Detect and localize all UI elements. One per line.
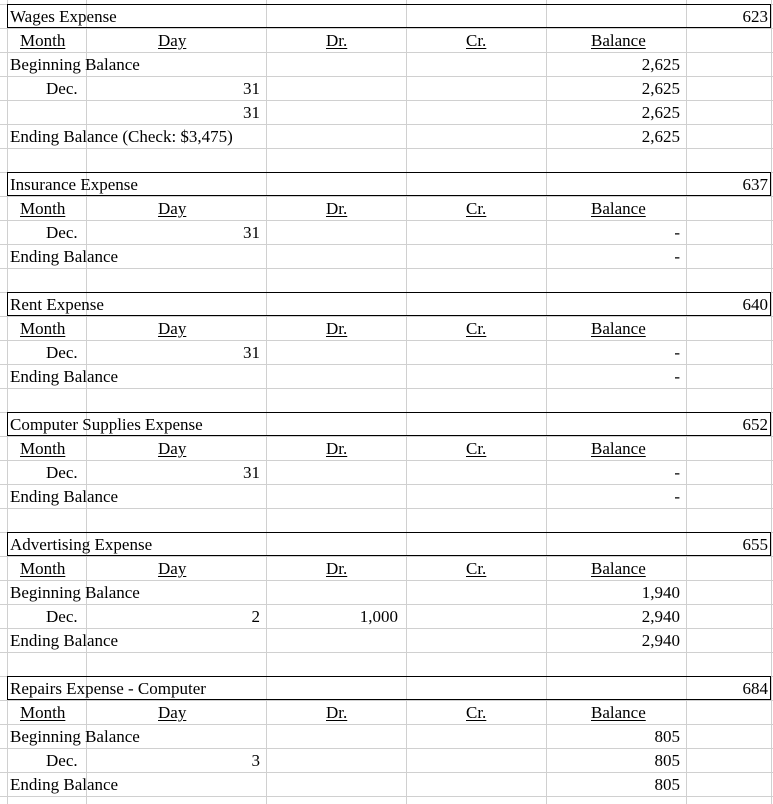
debit-cell: 1,000	[359, 607, 398, 626]
day-cell: 31	[243, 103, 260, 122]
column-header-dr: Dr.	[326, 559, 348, 578]
row-label: Ending Balance	[10, 367, 119, 386]
month-cell: Dec.	[46, 463, 78, 482]
grid-row-line	[0, 508, 773, 509]
row-label: Beginning Balance	[10, 727, 140, 746]
month-cell: Dec.	[46, 607, 78, 626]
day-cell: 31	[243, 463, 260, 482]
column-header-day: Day	[158, 199, 187, 218]
column-header-month: Month	[20, 703, 66, 722]
grid-row-line	[0, 796, 773, 797]
month-cell: Dec.	[46, 223, 78, 242]
balance-cell: -	[674, 487, 680, 506]
account-title: Repairs Expense - Computer	[10, 679, 206, 698]
balance-cell: -	[674, 223, 680, 242]
day-cell: 31	[243, 79, 260, 98]
column-header-cr: Cr.	[466, 199, 487, 218]
column-header-dr: Dr.	[326, 703, 348, 722]
month-cell: Dec.	[46, 79, 78, 98]
row-label: Beginning Balance	[10, 583, 140, 602]
column-header-month: Month	[20, 439, 66, 458]
grid-row-line	[0, 652, 773, 653]
day-cell: 2	[251, 607, 260, 626]
account-number: 637	[742, 175, 768, 194]
column-header-dr: Dr.	[326, 31, 348, 50]
row-label: Beginning Balance	[10, 55, 140, 74]
balance-cell: 1,940	[641, 583, 680, 602]
column-header-dr: Dr.	[326, 319, 348, 338]
column-header-month: Month	[20, 319, 66, 338]
account-title: Insurance Expense	[10, 175, 138, 194]
column-header-cr: Cr.	[466, 319, 487, 338]
balance-cell: 2,625	[641, 55, 680, 74]
column-header-balance: Balance	[591, 199, 646, 218]
column-header-balance: Balance	[591, 439, 646, 458]
balance-cell: 805	[654, 727, 680, 746]
row-label: Ending Balance	[10, 775, 119, 794]
column-header-day: Day	[158, 703, 187, 722]
grid-col-line	[771, 0, 772, 804]
column-header-dr: Dr.	[326, 199, 348, 218]
column-header-month: Month	[20, 199, 66, 218]
balance-cell: 805	[654, 751, 680, 770]
column-header-cr: Cr.	[466, 703, 487, 722]
column-header-balance: Balance	[591, 559, 646, 578]
balance-cell: -	[674, 247, 680, 266]
day-cell: 31	[243, 223, 260, 242]
day-cell: 3	[251, 751, 260, 770]
day-cell: 31	[243, 343, 260, 362]
account-number: 652	[742, 415, 768, 434]
balance-cell: -	[674, 367, 680, 386]
balance-cell: 2,625	[641, 127, 680, 146]
account-number: 655	[742, 535, 768, 554]
grid-row-line	[0, 148, 773, 149]
column-header-month: Month	[20, 559, 66, 578]
balance-cell: 2,940	[641, 631, 680, 650]
column-header-day: Day	[158, 31, 187, 50]
balance-cell: -	[674, 343, 680, 362]
column-header-cr: Cr.	[466, 559, 487, 578]
column-header-day: Day	[158, 439, 187, 458]
row-label: Ending Balance	[10, 247, 119, 266]
column-header-dr: Dr.	[326, 439, 348, 458]
month-cell: Dec.	[46, 751, 78, 770]
balance-cell: -	[674, 463, 680, 482]
balance-cell: 805	[654, 775, 680, 794]
balance-cell: 2,625	[641, 79, 680, 98]
column-header-day: Day	[158, 559, 187, 578]
balance-cell: 2,940	[641, 607, 680, 626]
account-title: Rent Expense	[10, 295, 104, 314]
row-label: Ending Balance (Check: $3,475)	[10, 127, 233, 146]
account-number: 640	[742, 295, 768, 314]
row-label: Ending Balance	[10, 631, 119, 650]
column-header-balance: Balance	[591, 31, 646, 50]
column-header-cr: Cr.	[466, 31, 487, 50]
balance-cell: 2,625	[641, 103, 680, 122]
grid-row-line	[0, 268, 773, 269]
column-header-month: Month	[20, 31, 66, 50]
row-label: Ending Balance	[10, 487, 119, 506]
account-title: Wages Expense	[10, 7, 117, 26]
column-header-balance: Balance	[591, 319, 646, 338]
grid-row-line	[0, 388, 773, 389]
column-header-day: Day	[158, 319, 187, 338]
account-title: Advertising Expense	[10, 535, 153, 554]
column-header-balance: Balance	[591, 703, 646, 722]
column-header-cr: Cr.	[466, 439, 487, 458]
month-cell: Dec.	[46, 343, 78, 362]
account-title: Computer Supplies Expense	[10, 415, 203, 434]
account-number: 684	[742, 679, 768, 698]
account-number: 623	[742, 7, 768, 26]
